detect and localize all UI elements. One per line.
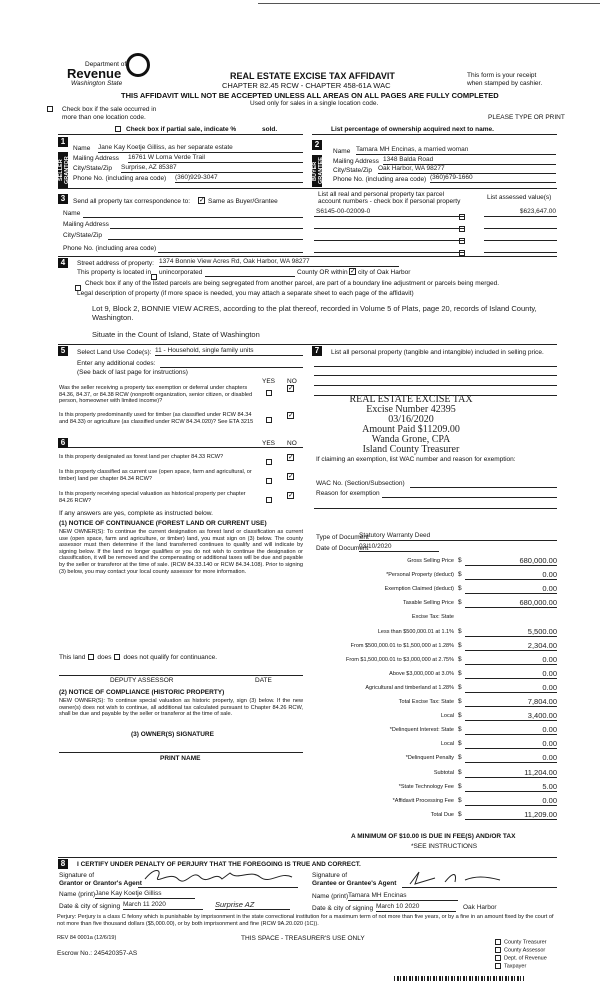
additional-codes-field[interactable] — [160, 367, 303, 368]
parcel-row3 — [314, 240, 464, 241]
tax-row-value[interactable]: 3,400.00 — [465, 711, 557, 721]
tax-row-currency: $ — [458, 642, 462, 649]
city-label: city of Oak Harbor — [358, 269, 411, 276]
wac-label: WAC No. (Section/Subsection) — [316, 480, 405, 487]
legal-label: Legal description of property (if more space is needed, you may attach a separate sheet to each page of the affidavit) — [77, 290, 414, 297]
parcel-row2 — [314, 228, 464, 229]
tax-row-label: Exemption Claimed (deduct) — [384, 586, 454, 592]
street-label: Street address of property: — [77, 260, 154, 267]
tax-row-label: Local — [440, 741, 454, 747]
reason-field-2[interactable] — [314, 508, 557, 509]
section-2-marker: 2 — [312, 140, 322, 150]
s5-q1-no[interactable]: ✓ — [288, 385, 294, 392]
pp-line-1[interactable] — [314, 366, 557, 367]
personal-property-label: List all personal property (tangible and intangible) included in selling price. — [331, 349, 544, 356]
send-label: Send all property tax correspondence to: — [73, 198, 191, 205]
grantor-signature-line[interactable] — [138, 887, 298, 888]
s6-q2-no[interactable]: ✓ — [288, 473, 294, 480]
tax-row-label: *Delinquent Penalty — [405, 755, 454, 761]
single-location: Used only for sales in a single location code. — [250, 100, 379, 107]
doc-type-label: Type of Document — [316, 534, 369, 541]
tax-row-value[interactable]: 2,304.00 — [465, 641, 557, 651]
tax-row-label: *State Technology Fee — [398, 784, 454, 790]
tax-row-currency: $ — [458, 811, 462, 818]
certify-label: I CERTIFY UNDER PENALTY OF PERJURY THAT THE FOREGOING IS TRUE AND CORRECT. — [77, 861, 361, 868]
treasurer-use-label: THIS SPACE - TREASURER'S USE ONLY — [241, 935, 365, 942]
parcel-list-label1: List all real and personal property tax parcel — [318, 191, 445, 198]
buyer-name-field[interactable]: Tamara MH Encinas, a married woman — [356, 146, 556, 155]
tax-row-value[interactable]: 680,000.00 — [465, 598, 557, 608]
tax-row-currency: $ — [458, 726, 462, 733]
warning-line: THIS AFFIDAVIT WILL NOT BE ACCEPTED UNLESS ALL AREAS ON ALL PAGES ARE FULLY COMPLETED — [121, 91, 499, 100]
tax-row-currency: $ — [458, 754, 462, 761]
sold-label: sold. — [262, 126, 278, 133]
grantee-city-field[interactable]: Oak Harbor — [463, 904, 497, 911]
s6-q1-no[interactable]: ✓ — [288, 454, 294, 461]
section-8-marker: 8 — [58, 859, 68, 869]
grantor-city-field[interactable]: Surprise AZ — [215, 900, 290, 910]
agency-line3: Washington State — [71, 80, 123, 87]
grantee-sig-label2: Grantee or Grantee's Agent — [312, 880, 397, 887]
form-title: REAL ESTATE EXCISE TAX AFFIDAVIT — [230, 71, 395, 81]
exemption-label: If claiming an exemption, list WAC number and reason for exemption: — [316, 456, 516, 463]
grantor-signature-icon — [140, 865, 295, 887]
grantee-date-field[interactable]: March 10 2020 — [376, 903, 456, 912]
multi-line2: more than one location code. — [62, 114, 146, 121]
legal-line2: Washington. — [92, 313, 134, 322]
notice1-text: NEW OWNER(S): To continue the current designation as forest land or classification as current use (open space, farm and agriculture, or timber) land, you must sign on (3) below. The county assessor must then determine if the land transferred continues to qualify and will indicate by signing below. If the land no longer qualifies or you do not wish to continue the designation or classification, it will be removed and the compensating or additional taxes will be due and payable by the seller or transferor at the time of sale. (RCW 84.33.140 or RCW 84.34.108). Prior to signing (3) below, you may contact your local county assessor for more information. — [59, 529, 303, 575]
s6-q2-yes[interactable] — [263, 472, 275, 490]
s5-q1-yes[interactable] — [263, 384, 275, 402]
s3-phone-field[interactable] — [158, 252, 303, 253]
seller-name-field[interactable]: Jane Kay Koetje Gilliss, as her separate estate — [98, 144, 303, 153]
s6-question-2: Is this property classified as current use (open space, farm and agricultural, or timber) land per chapter 84.34 RCW? — [59, 469, 252, 482]
tax-row-label: *Personal Property (deduct) — [386, 572, 454, 578]
section-4-marker: 4 — [58, 258, 68, 268]
receipt-line2: when stamped by cashier. — [467, 80, 543, 87]
assessed-row4 — [484, 252, 557, 253]
deputy-line[interactable] — [59, 675, 303, 676]
s6-q3-yes[interactable] — [263, 491, 275, 509]
grantor-date-field[interactable]: March 11 2020 — [123, 901, 203, 910]
owner-signature-label: (3) OWNER(S) SIGNATURE — [131, 731, 214, 738]
assessed-value[interactable]: $623,647.00 — [519, 208, 556, 215]
grantor-name-field[interactable]: Jane Kay Koetje Gilliss — [95, 890, 195, 899]
buyer-address-field[interactable]: 1348 Balda Road — [383, 156, 556, 165]
tax-row-currency: $ — [458, 740, 462, 747]
multi-location-checkbox[interactable] — [44, 106, 56, 114]
grantor-sig-label1: Signature of — [59, 872, 95, 879]
rule-sec4 — [58, 256, 557, 257]
tax-row-value[interactable]: 11,204.00 — [465, 768, 557, 778]
street-field[interactable]: 1374 Bonnie View Acres Rd, Oak Harbor, WA 98277 — [159, 258, 399, 267]
tax-row-value[interactable]: 0.00 — [465, 725, 557, 735]
tax-row-currency: $ — [458, 571, 462, 578]
print-name-label: PRINT NAME — [160, 755, 201, 762]
s3-phone-label: Phone No. (including area code) — [63, 245, 157, 252]
wac-field[interactable] — [410, 487, 557, 488]
copy-county-assessor[interactable]: County Assessor — [492, 947, 545, 954]
unincorporated-label: unincorporated — [159, 269, 203, 276]
grantee-sig-label1: Signature of — [312, 872, 348, 879]
parcel-number[interactable]: S6145-00-02009-0 — [316, 208, 371, 215]
see-back-label: (See back of last page for instructions) — [77, 369, 188, 376]
tax-row-currency: $ — [458, 670, 462, 677]
tax-row-currency: $ — [458, 769, 462, 776]
tax-row-currency: $ — [458, 698, 462, 705]
assessed-row2 — [484, 228, 557, 229]
pp-line-3[interactable] — [314, 385, 557, 386]
tax-row-value[interactable]: 0.00 — [465, 669, 557, 679]
barcode-strip — [394, 976, 524, 981]
tax-row-currency: $ — [458, 628, 462, 635]
s6-q3-no[interactable]: ✓ — [288, 492, 294, 499]
pp-checkbox-4[interactable] — [456, 244, 468, 262]
escrow-label: Escrow No.: 245420357-AS — [57, 950, 138, 957]
doc-type-field[interactable]: Statutory Warranty Deed — [359, 532, 557, 541]
segregated-label: Check box if any of the listed parcels are being segregated from another parcel, are part of a boundary line adjustment or parcels being merged. — [85, 280, 500, 287]
copy-county-treasurer[interactable]: County Treasurer — [492, 939, 547, 946]
land-use-label: Select Land Use Code(s): — [77, 349, 152, 356]
buyer-phone-label: Phone No. (including area code) — [333, 176, 427, 183]
s3-city-label: City/State/Zip — [63, 232, 103, 239]
s5-yes-header: YES — [262, 378, 276, 385]
grantee-date-label: Date & city of signing — [312, 905, 374, 912]
s6-yes-header: YES — [262, 440, 276, 447]
tax-row-value[interactable]: 0.00 — [465, 570, 557, 580]
buyer-city-label: City/State/Zip — [333, 167, 373, 174]
land-use-field[interactable]: 11 - Household, single family units — [155, 347, 303, 356]
s3-name-field[interactable] — [83, 217, 303, 218]
tax-row-value[interactable]: 0.00 — [465, 683, 557, 693]
notice2-text: NEW OWNER(S): To continue special valuation as historic property, sign (3) below. If the new owner(s) does not wish to continue, all additional tax calculated pursuant to Chapter 84.26 RCW, shall be due and payable by the seller or transferor at the time of sale. — [59, 698, 303, 718]
assessed-row1 — [484, 216, 557, 217]
tax-row-label: Total Excise Tax: State — [398, 699, 454, 705]
s6-no-header: NO — [287, 440, 297, 447]
tax-row-currency: $ — [458, 783, 462, 790]
deputy-date-label: DATE — [255, 677, 272, 684]
tax-row-label: Local — [440, 713, 454, 719]
section-5-marker: 5 — [58, 346, 68, 356]
partial-sale-label: Check box if partial sale, indicate % — [126, 126, 237, 133]
scan-edge — [258, 3, 600, 4]
tax-row-label: *Affidavit Processing Fee — [392, 798, 454, 804]
tax-row-label: Taxable Selling Price — [402, 600, 454, 606]
if-yes-label: If any answers are yes, complete as instructed below. — [59, 510, 213, 517]
tax-row-value[interactable]: 5.00 — [465, 782, 557, 792]
pp-line-2[interactable] — [314, 375, 557, 376]
s3-name-label: Name — [63, 210, 81, 217]
located-label: This property is located in — [77, 269, 152, 276]
copy-taxpayer[interactable]: Taxpayer — [492, 963, 526, 970]
reason-label: Reason for exemption — [316, 490, 380, 497]
same-as-buyer-label: Same as Buyer/Grantee — [208, 198, 278, 205]
buyer-phone-field[interactable]: (360)679-1660 — [430, 174, 556, 183]
buyer-name-label: Name — [333, 148, 351, 155]
parcel-row1 — [314, 216, 464, 217]
tax-row-value[interactable]: 11,209.00 — [465, 810, 557, 820]
type-print: PLEASE TYPE OR PRINT — [488, 114, 565, 121]
tax-row-currency: $ — [458, 585, 462, 592]
tax-row-label: Above $3,000,000 at 3.0% — [389, 671, 454, 677]
section-3-marker: 3 — [58, 194, 68, 204]
rev-label: REV 84 0001a (12/6/19) — [57, 935, 117, 941]
rule-sec3 — [58, 188, 557, 189]
seller-phone-label: Phone No. (including area code) — [73, 175, 167, 182]
perjury-text: Perjury: Perjury is a class C felony which is punishable by imprisonment in the state correctional institution for a maximum term of not more than five years, or by a fine in an amount fixed by the court of not more than five thousand dollars ($5,000.00), or by both imprisonment and fine (RCW 9A.20.020 (1C)). — [57, 914, 554, 927]
tax-row-label: From $500,000.01 to $1,500,000 at 1.28% — [350, 643, 454, 649]
section-1-marker: 1 — [58, 137, 68, 147]
tax-row-label: Gross Selling Price — [407, 558, 454, 564]
tax-row-currency: $ — [458, 656, 462, 663]
doc-date-label: Date of Document — [316, 545, 369, 552]
seller-addr-label: Mailing Address — [73, 155, 119, 162]
grantee-signature-icon — [405, 868, 505, 888]
tax-row-value[interactable]: 7,804.00 — [465, 697, 557, 707]
seller-name-label: Name — [73, 145, 91, 152]
dor-logo-icon — [126, 53, 150, 77]
tax-row-currency: $ — [458, 797, 462, 804]
tax-row-value[interactable]: 0.00 — [465, 739, 557, 749]
chapter-line: CHAPTER 82.45 RCW - CHAPTER 458-61A WAC — [222, 81, 391, 90]
doc-date-field[interactable]: 03/10/2020 — [359, 543, 439, 552]
seller-city-field[interactable]: Surprise, AZ 85387 — [121, 164, 303, 173]
deputy-label: DEPUTY ASSESSOR — [110, 677, 174, 684]
same-as-buyer-checkbox[interactable]: ✓ — [199, 197, 205, 204]
tax-row-currency: $ — [458, 557, 462, 564]
seller-city-label: City/State/Zip — [73, 165, 113, 172]
rule-sec8 — [58, 857, 557, 858]
parcel-list-label2: account numbers - check box if personal property — [318, 198, 461, 205]
grantor-name-label: Name (print) — [59, 891, 96, 898]
land-qualify-label: This land does does not qualify for continuance. — [59, 654, 218, 661]
tax-row-label: Subtotal — [433, 770, 454, 776]
treasurer-stamp: REAL ESTATE EXCISE TAX Excise Number 42395 03/16/2020 Amount Paid $11209.00 Wanda Grone, CPA Island County Treasurer — [349, 394, 473, 455]
grantor-date-label: Date & city of signing — [59, 903, 121, 910]
see-instructions: *SEE INSTRUCTIONS — [411, 843, 478, 850]
grantor-sig-label2: Grantor or Grantor's Agent — [59, 880, 142, 887]
notice1-title: (1) NOTICE OF CONTINUANCE (FOREST LAND OR CURRENT USE) — [59, 520, 267, 527]
s5-q2-yes[interactable] — [263, 411, 275, 429]
section-6-marker: 6 — [58, 438, 68, 448]
seller-address-field[interactable]: 16761 W Loma Verde Trail — [128, 154, 303, 163]
rule-top-right — [312, 134, 557, 135]
tax-row-value[interactable]: 0.00 — [465, 655, 557, 665]
ownership-label: List percentage of ownership acquired next to name. — [331, 126, 494, 133]
owner-signature-line[interactable] — [59, 752, 303, 753]
seller-side-label: SELLER GRANTOR — [58, 152, 68, 188]
tax-row-currency: $ — [458, 712, 462, 719]
s6-question-1: Is this property designated as forest land per chapter 84.33 RCW? — [59, 454, 224, 460]
agency-line1: Department of — [85, 61, 127, 68]
s6-q1-yes[interactable] — [263, 453, 275, 471]
tax-row-label: Less than $500,000.01 at 1.1% — [377, 629, 454, 635]
s3-addr-label: Mailing Address — [63, 221, 109, 228]
county-line — [205, 276, 295, 277]
s3-address-field[interactable] — [110, 228, 303, 229]
s3-city-field[interactable] — [108, 239, 303, 240]
county-label: County OR within — [297, 269, 348, 276]
legal-line3: Situate in the Count of Island, State of Washington — [92, 330, 260, 339]
tax-row-label: Total Due — [430, 812, 454, 818]
tax-row-value[interactable]: 0.00 — [465, 796, 557, 806]
copy-dept-revenue[interactable]: Dept. of Revenue — [492, 955, 547, 962]
additional-codes-label: Enter any additional codes: — [77, 360, 156, 367]
receipt-line1: This form is your receipt — [467, 72, 537, 79]
tax-row-label: Agricultural and timberland at 1.28% — [365, 685, 454, 691]
buyer-side-label: BUYER GRANTEE — [312, 155, 322, 187]
seller-phone-field[interactable]: (360)929-3047 — [175, 174, 303, 183]
assessed-label: List assessed value(s) — [487, 194, 552, 201]
rule-sec5 — [58, 344, 557, 345]
partial-sale-checkbox[interactable] — [112, 126, 124, 134]
s5-no-header: NO — [287, 378, 297, 385]
multi-line1: Check box if the sale occurred in — [62, 106, 157, 113]
tax-row-label: Excise Tax: State — [411, 614, 454, 620]
tax-row-value[interactable]: 680,000.00 — [465, 556, 557, 566]
tax-row-value[interactable]: 0.00 — [465, 584, 557, 594]
buyer-city-field[interactable]: Oak Harbor, WA 98277 — [378, 165, 556, 174]
assessed-row3 — [484, 240, 557, 241]
tax-row-label: From $1,500,000.01 to $3,000,000 at 2.75% — [346, 657, 454, 663]
city-checkbox[interactable]: ✓ — [350, 268, 356, 275]
s5-question-1: Was the seller receiving a property tax exemption or deferral under chapters 84.36, 84.37, or 84.38 RCW (nonprofit organization, senior citizen, or disabled person, homeowner with limited income)? — [59, 385, 253, 405]
minimum-due: A MINIMUM OF $10.00 IS DUE IN FEE(S) AND/OR TAX — [351, 833, 516, 840]
notice2-title: (2) NOTICE OF COMPLIANCE (HISTORIC PROPERTY) — [59, 689, 225, 696]
parcel-row4 — [314, 252, 464, 253]
buyer-addr-label: Mailing Address — [333, 158, 379, 165]
s6-question-3: Is this property receiving special valuation as historical property per chapter 84.26 RCW? — [59, 491, 246, 504]
legal-line1: Lot 9, Block 2, BONNIE VIEW ACRES, according to the plat thereof, recorded in Volume 5 of Plats, page 20, records of Island County, — [92, 304, 537, 313]
tax-row-value[interactable]: 5,500.00 — [465, 627, 557, 637]
tax-row-currency: $ — [458, 599, 462, 606]
tax-row-label: *Delinquent Interest: State — [389, 727, 454, 733]
tax-row-currency: $ — [458, 684, 462, 691]
agency-line2: Revenue — [67, 66, 122, 81]
grantee-name-label: Name (print) — [312, 893, 349, 900]
tax-row-value[interactable]: 0.00 — [465, 753, 557, 763]
s5-question-2: Is this property predominantly used for timber (as classified under RCW 84.34 and 84.33) or agriculture (as classified under RCW 84.34.020)? See ETA 3215 — [59, 412, 254, 425]
s5-q2-no[interactable]: ✓ — [288, 412, 294, 419]
section-7-marker: 7 — [312, 346, 322, 356]
grantee-name-field[interactable]: Tamara MH Encinas — [348, 892, 458, 901]
rule-top-left — [58, 134, 303, 135]
reason-field[interactable] — [382, 497, 557, 498]
